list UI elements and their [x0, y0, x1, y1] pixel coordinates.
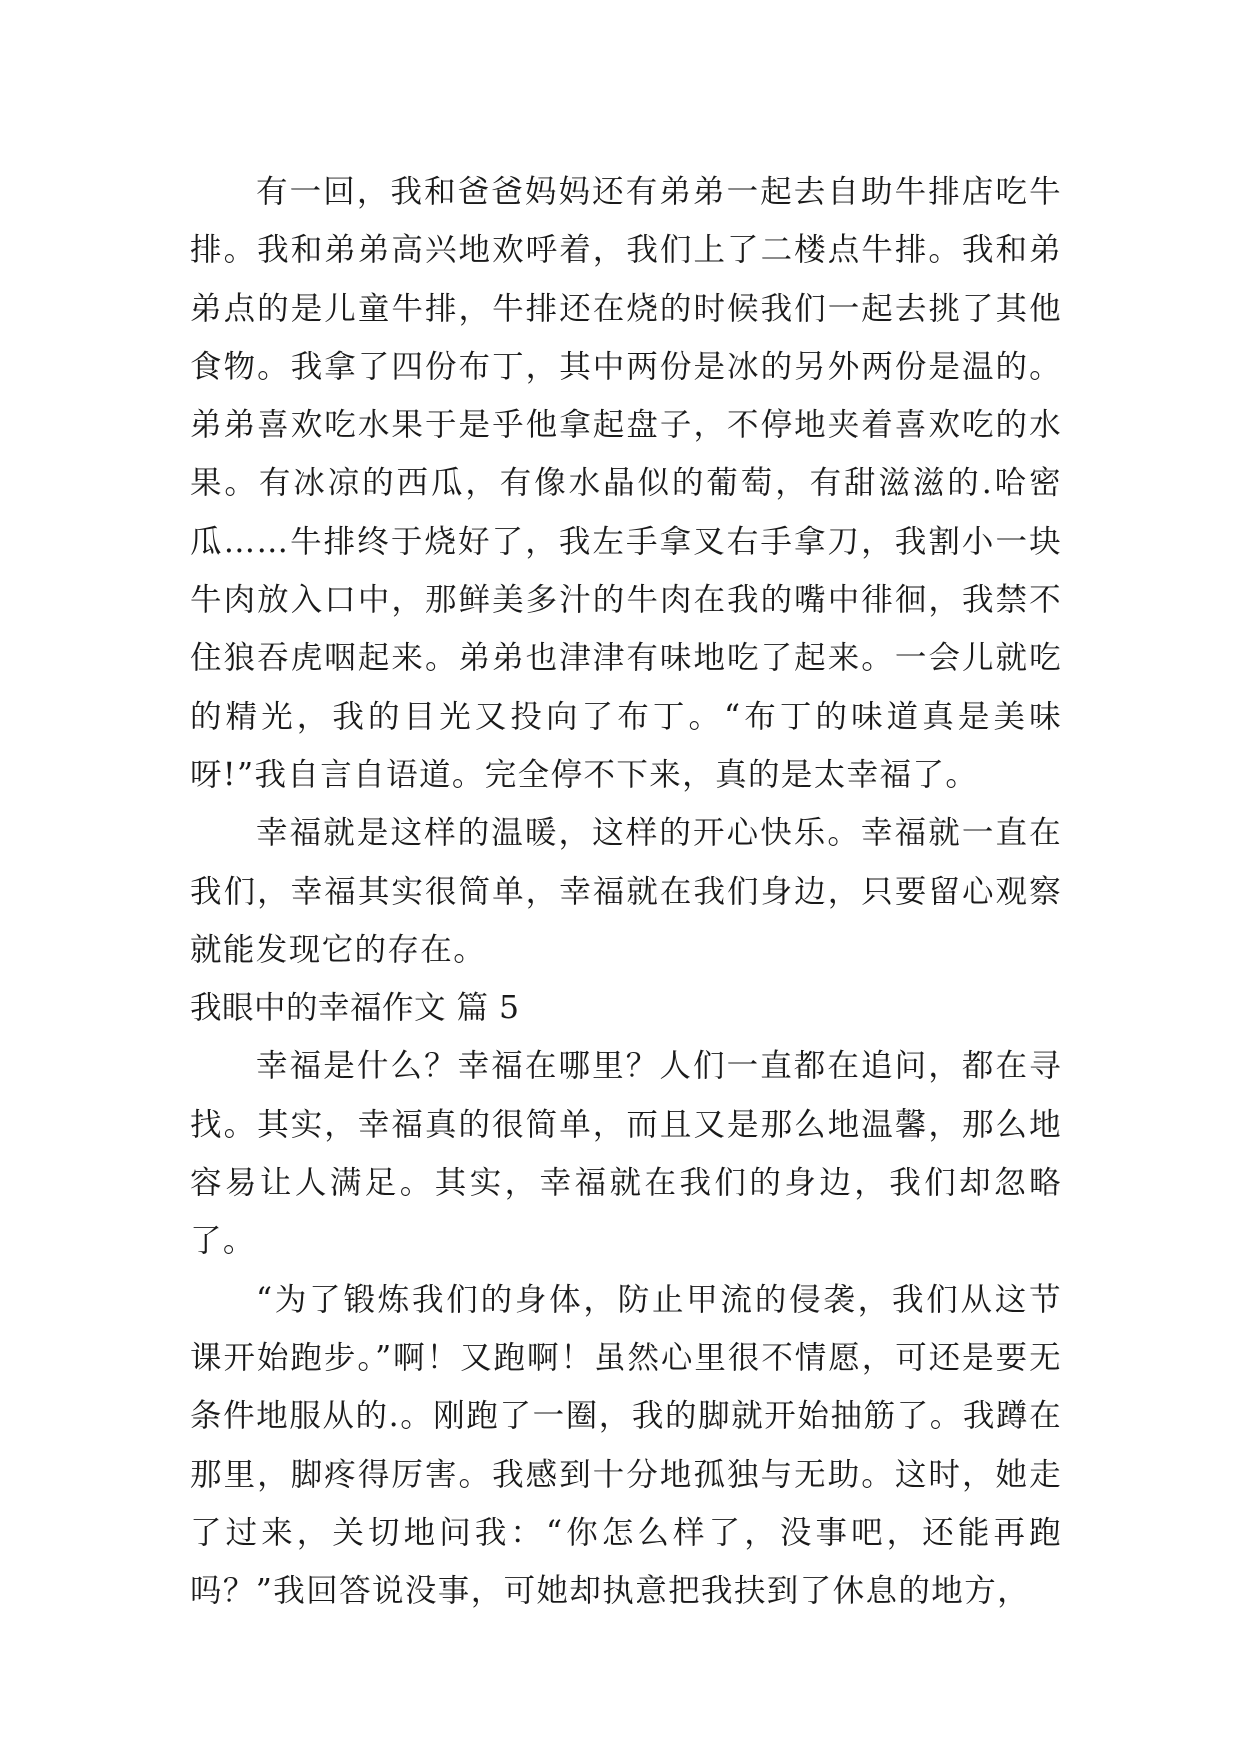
- paragraph-steak-story: 有一回，我和爸爸妈妈还有弟弟一起去自助牛排店吃牛排。我和弟弟高兴地欢呼着，我们上了二楼点牛排。我和弟弟点的是儿童牛排，牛排还在烧的时候我们一起去挑了其他食物。我拿了四份布丁，其中两份是冰的另外两份是温的。弟弟喜欢吃水果于是乎他拿起盘子，不停地夹着喜欢吃的水果。有冰凉的西瓜，有像水晶似的葡萄，有甜滋滋的.哈密瓜……牛排终于烧好了，我左手拿叉右手拿刀，我割小一块牛肉放入口中，那鲜美多汁的牛肉在我的嘴中徘徊，我禁不住狼吞虎咽起来。弟弟也津津有味地吃了起来。一会儿就吃的精光，我的目光又投向了布丁。“布丁的味道真是美味呀!”我自言自语道。完全停不下来，真的是太幸福了。: [190, 174, 1062, 793]
- section-heading: 我眼中的幸福作文 篇 5: [190, 990, 520, 1027]
- document-body: [190, 163, 1062, 1620]
- paragraph-what-is-happiness: 幸福是什么？幸福在哪里？人们一直都在追问，都在寻找。其实，幸福真的很简单，而且又是那么地温馨，那么地容易让人满足。其实，幸福就在我们的身边，我们却忽略了。: [190, 1048, 1062, 1260]
- paragraph-running-story: “为了锻炼我们的身体，防止甲流的侵袭，我们从这节课开始跑步。”啊！又跑啊！虽然心里很不情愿，可还是要无条件地服从的.。刚跑了一圈，我的脚就开始抽筋了。我蹲在那里，脚疼得厉害。我感到十分地孤独与无助。这时，她走了过来，关切地问我：“你怎么样了，没事吧，还能再跑吗？”我回答说没事，可她却执意把我扶到了休息的地方，: [190, 1281, 1062, 1610]
- paragraph-happiness-summary: 幸福就是这样的温暖，这样的开心快乐。幸福就一直在我们，幸福其实很简单，幸福就在我们身边，只要留心观察就能发现它的存在。: [190, 815, 1062, 968]
